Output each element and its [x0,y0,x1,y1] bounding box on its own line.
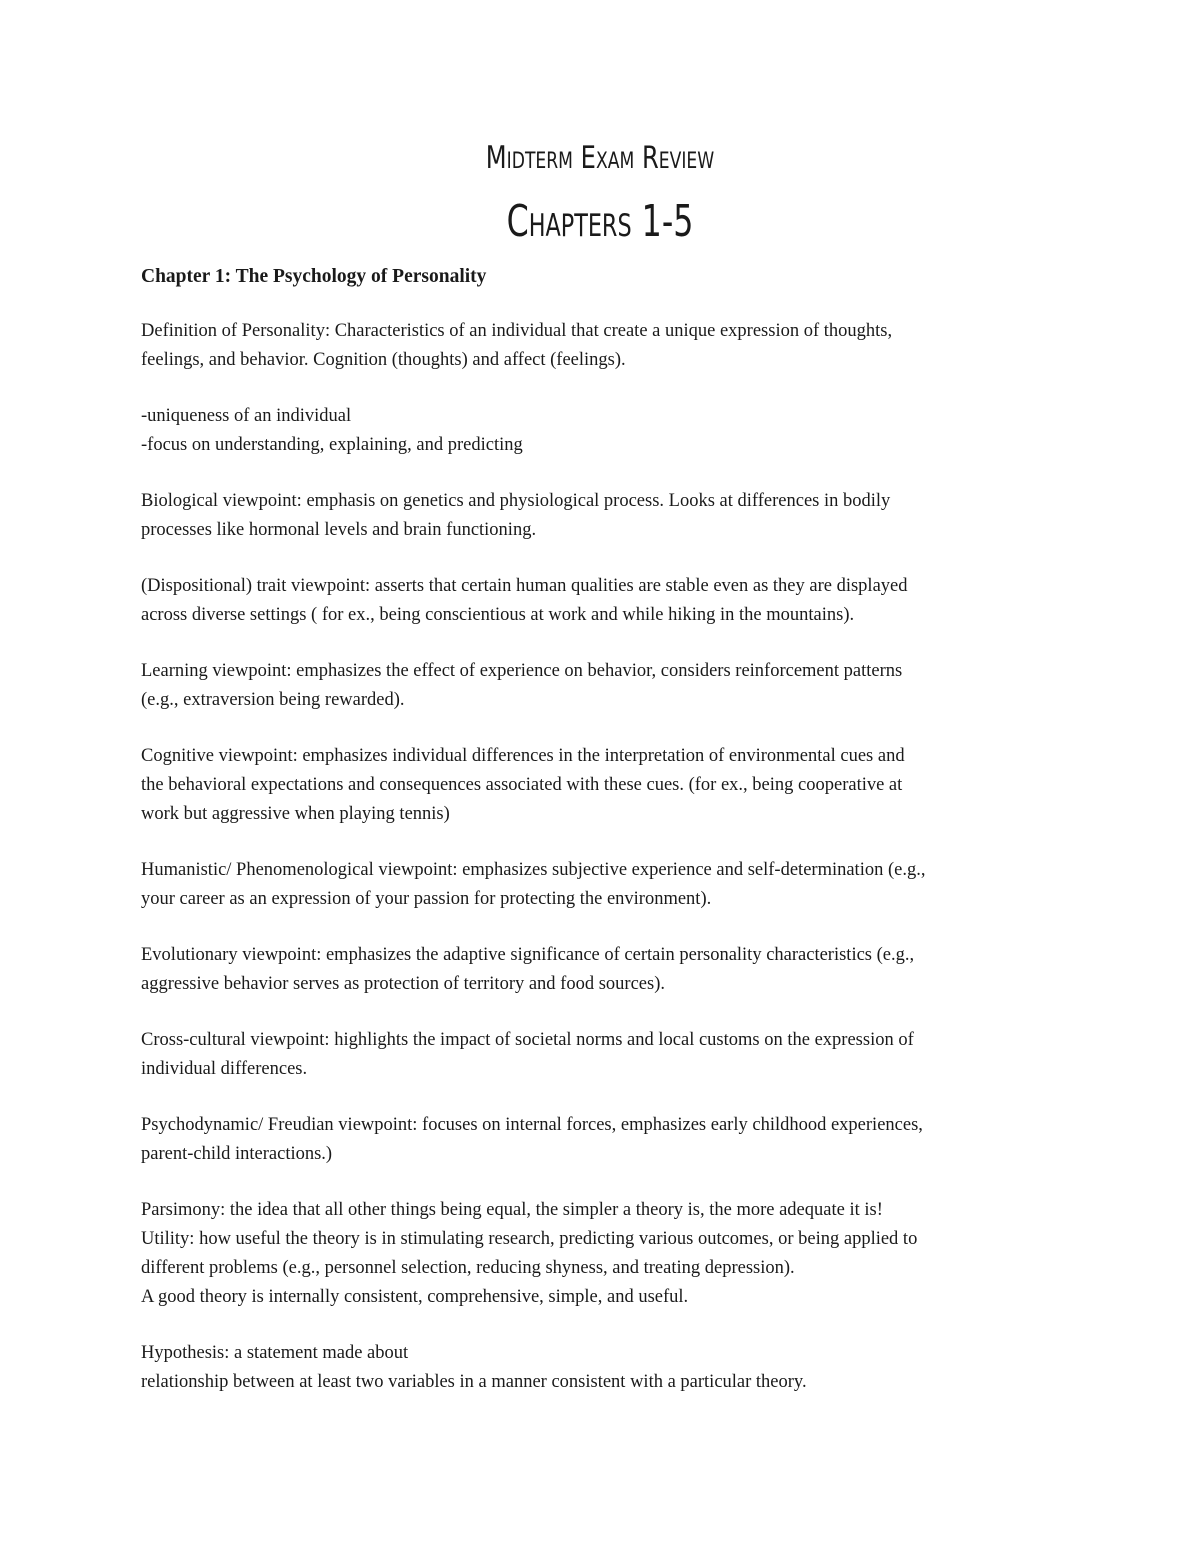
paragraph [141,317,1081,375]
paragraph [141,1111,1081,1169]
paragraph [141,1026,1081,1084]
paragraph [141,742,1081,829]
document-body [141,262,1081,1424]
paragraph-line: feelings, and behavior. Cognition (thoughts) and affect (feelings). [141,350,626,370]
paragraph [141,657,1081,715]
paragraph [141,572,1081,630]
paragraph-line: your career as an expression of your passion for protecting the environment). [141,889,712,909]
paragraph-line: Utility: how useful the theory is in stimulating research, predicting various outcomes, or being applied to [141,1229,918,1249]
paragraph-list [141,317,1081,1397]
paragraph-line: individual differences. [141,1059,308,1079]
paragraph [141,1339,1081,1397]
paragraph-line: Definition of Personality: Characteristics of an individual that create a unique expression of thoughts, [141,321,893,341]
paragraph-line: Hypothesis: a statement made about [141,1343,409,1363]
paragraph-line: Psychodynamic/ Freudian viewpoint: focuses on internal forces, emphasizes early childhood experiences, [141,1115,923,1135]
paragraph-line: parent-child interactions.) [141,1144,333,1164]
paragraph-line: Cognitive viewpoint: emphasizes individual differences in the interpretation of environmental cues and [141,746,905,766]
paragraph-line: processes like hormonal levels and brain functioning. [141,520,537,540]
paragraph-line: Cross-cultural viewpoint: highlights the impact of societal norms and local customs on the expression of [141,1030,914,1050]
page-title: Midterm Exam Review [485,140,715,176]
paragraph [141,402,1081,460]
paragraph-line: different problems (e.g., personnel selection, reducing shyness, and treating depression). [141,1258,795,1278]
paragraph-line: across diverse settings ( for ex., being conscientious at work and while hiking in the mountains). [141,605,855,625]
paragraph-line: work but aggressive when playing tennis) [141,804,450,824]
paragraph-line: Biological viewpoint: emphasis on genetics and physiological process. Looks at differences in bodily [141,491,891,511]
paragraph-line: Learning viewpoint: emphasizes the effect of experience on behavior, considers reinforcement patterns [141,661,903,681]
chapter-heading: Chapter 1: The Psychology of Personality [141,266,487,287]
page-subtitle: Chapters 1-5 [506,196,694,247]
paragraph-line: -uniqueness of an individual [141,406,352,426]
paragraph-line: (e.g., extraversion being rewarded). [141,690,405,710]
paragraph-line: aggressive behavior serves as protection of territory and food sources). [141,974,665,994]
paragraph-line: A good theory is internally consistent, comprehensive, simple, and useful. [141,1287,689,1307]
paragraph [141,856,1081,914]
paragraph-line: the behavioral expectations and consequences associated with these cues. (for ex., being cooperative at [141,775,903,795]
paragraph [141,487,1081,545]
paragraph-line: -focus on understanding, explaining, and predicting [141,435,523,455]
paragraph-line: (Dispositional) trait viewpoint: asserts that certain human qualities are stable even as they are displayed [141,576,908,596]
paragraph [141,1196,1081,1312]
paragraph-line: Evolutionary viewpoint: emphasizes the adaptive significance of certain personality characteristics (e.g., [141,945,915,965]
paragraph-line: Parsimony: the idea that all other things being equal, the simpler a theory is, the more adequate it is! [141,1200,883,1220]
paragraph [141,941,1081,999]
paragraph-line: relationship between at least two variables in a manner consistent with a particular theory. [141,1372,807,1392]
paragraph-line: Humanistic/ Phenomenological viewpoint: emphasizes subjective experience and self-determination (e.g., [141,860,926,880]
